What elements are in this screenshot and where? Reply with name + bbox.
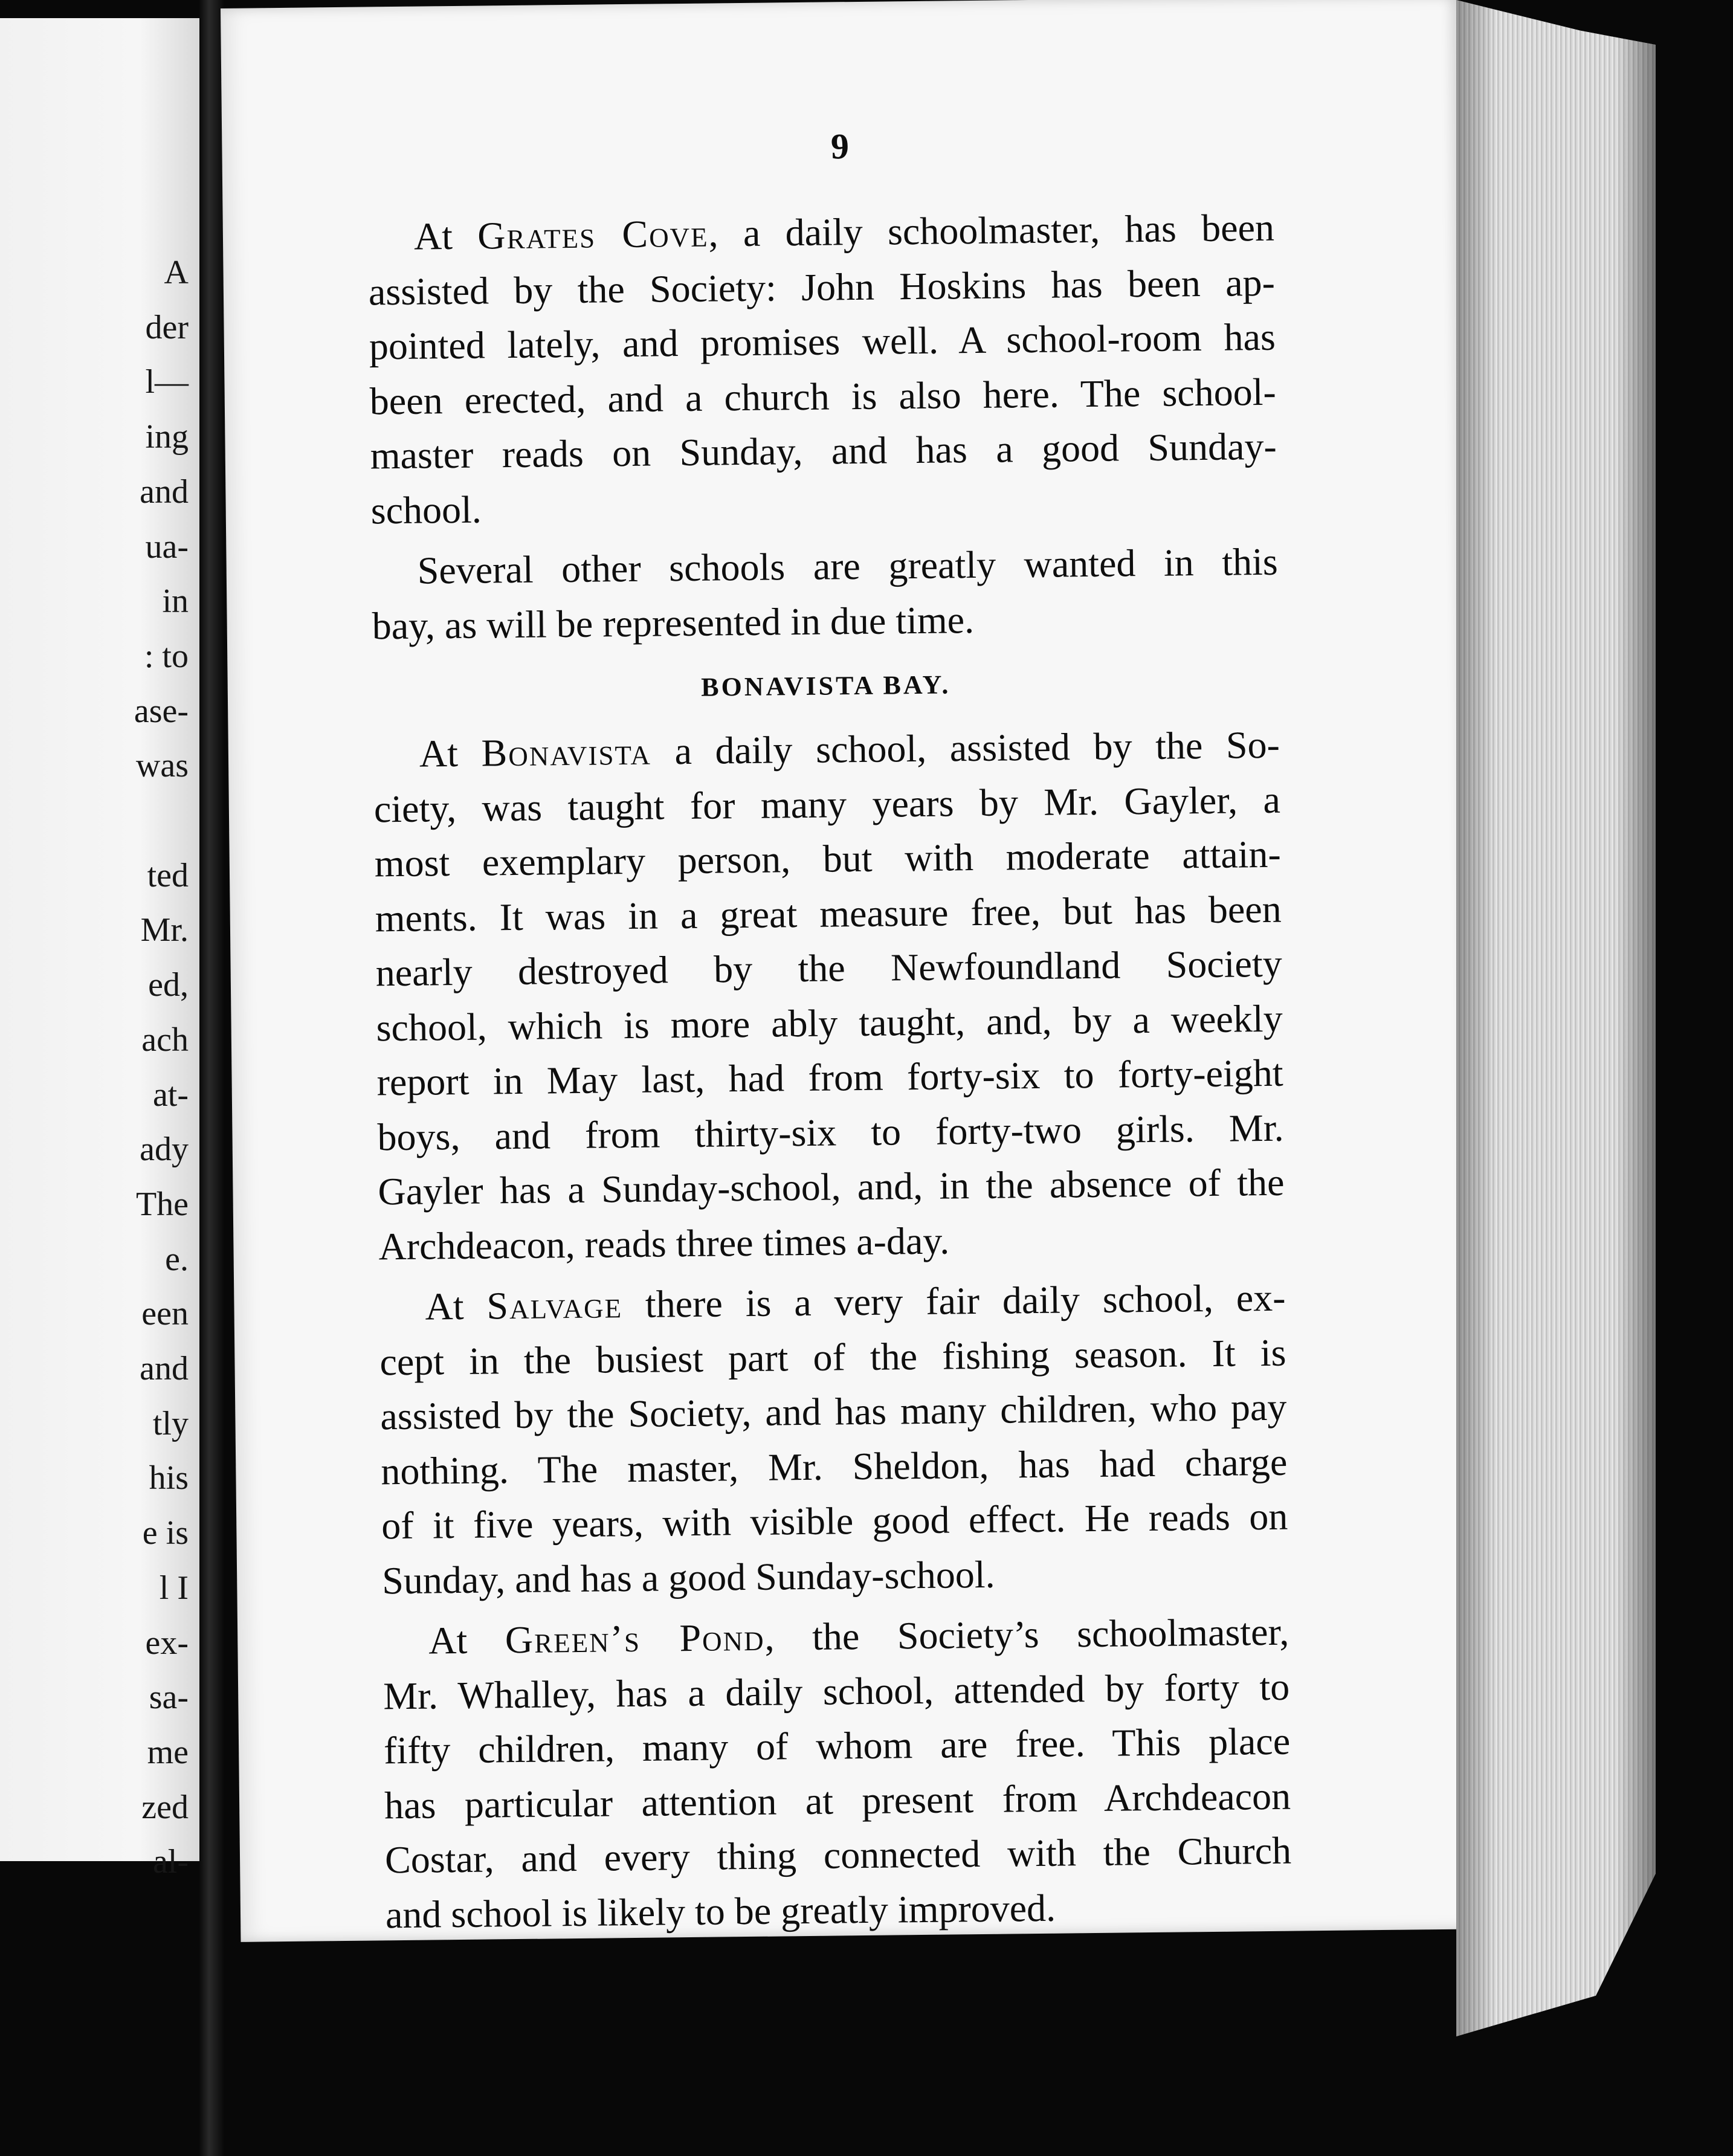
previous-page-fragment: his (149, 1459, 189, 1497)
text-line (384, 1769, 1291, 1833)
previous-page-fragment: al- (152, 1843, 189, 1881)
text-line (375, 882, 1282, 946)
text-line (376, 1046, 1283, 1110)
text-run: school, which is more ably taught, and, by a weekly (376, 996, 1283, 1049)
previous-page-fragment: der (145, 308, 189, 346)
text-run: , the Society’s schoolmaster, (764, 1610, 1289, 1659)
text-run: a daily school, assisted by the So- (651, 723, 1280, 773)
previous-page-fragment: at- (152, 1076, 189, 1114)
text-run: pointed lately, and promises well. A school-room has (369, 315, 1276, 368)
text-run: At (425, 1284, 487, 1328)
previous-page-fragment: ach (141, 1021, 189, 1059)
text-line (372, 589, 1279, 653)
text-run: Sunday, and has a good Sunday-school. (381, 1552, 995, 1602)
book-gutter (199, 0, 224, 2156)
previous-page-fragment: ua- (145, 528, 189, 566)
text-run: and school is likely to be greatly improved. (385, 1886, 1056, 1936)
previous-page-fragment: l— (145, 363, 189, 401)
previous-page-fragment: in (162, 583, 189, 621)
previous-page-fragment: The (135, 1185, 189, 1223)
text-run: there is a very fair daily school, ex- (622, 1276, 1286, 1326)
text-line (370, 419, 1277, 483)
text-run: ciety, was taught for many years by Mr. Gayler, a (373, 778, 1281, 830)
text-run: Costar, and every thing connected with the Church (384, 1828, 1292, 1882)
text-line (380, 1380, 1287, 1444)
previous-page-fragment: l I (159, 1569, 189, 1607)
place-name: Grates Cove (477, 211, 709, 257)
page-body-text (368, 201, 1292, 1943)
text-run: nothing. The master, Mr. Sheldon, has had charge (380, 1440, 1288, 1493)
previous-page-fragment: ady (140, 1131, 189, 1169)
text-line (368, 255, 1275, 319)
text-run: assisted by the Society, and has many children, who pay (380, 1385, 1287, 1438)
previous-page-fragment: and (140, 1350, 189, 1388)
text-run: cept in the busiest part of the fishing season. It is (379, 1331, 1286, 1383)
previous-page-fragment: ase- (134, 692, 189, 730)
text-run: master reads on Sunday, and has a good Sunday- (370, 424, 1277, 477)
previous-page-fragment (134, 793, 189, 848)
text-line (375, 937, 1282, 1001)
text-run: assisted by the Society: John Hoskins has been ap- (368, 260, 1276, 313)
text-line (368, 201, 1275, 265)
text-run: school. (370, 488, 482, 532)
text-line (376, 991, 1283, 1055)
text-line (382, 1605, 1289, 1669)
text-run: Several other schools are greatly wanted in this (417, 540, 1279, 592)
place-name: Salvage (486, 1283, 623, 1328)
page-number: 9 (830, 126, 850, 167)
text-line (378, 1155, 1285, 1219)
text-run: of it five years, with visible good effect. He reads on (381, 1494, 1288, 1548)
previous-page-fragment: een (141, 1295, 189, 1333)
section-heading: BONAVISTA BAY. (701, 670, 951, 702)
place-name: Bonavista (481, 729, 652, 775)
text-line (373, 772, 1280, 836)
previous-page-fragment: zed (141, 1788, 189, 1826)
previous-page-line-fragments (134, 245, 189, 1890)
text-line (383, 1659, 1290, 1723)
text-run: , a daily schoolmaster, has been (708, 205, 1275, 255)
text-run: At (419, 731, 482, 775)
text-run: has particular attention at present from Archdeacon (384, 1774, 1291, 1827)
previous-page-fragment: Mr. (140, 911, 189, 949)
previous-page-edge (0, 18, 199, 1881)
previous-page-fragment: me (147, 1733, 189, 1771)
text-run: nearly destroyed by the Newfoundland Society (375, 941, 1283, 995)
text-run: most exemplary person, but with moderate attain- (374, 832, 1282, 885)
text-line (379, 1271, 1286, 1335)
previous-page-fragment: tly (152, 1404, 189, 1442)
previous-page-fragment: ed, (148, 966, 189, 1004)
text-line (385, 1824, 1292, 1888)
text-run: report in May last, had from forty-six to forty-eight (376, 1051, 1283, 1104)
previous-page-fragment: ing (145, 418, 189, 456)
text-line (369, 364, 1276, 428)
text-run: ments. It was in a great measure free, but has been (375, 887, 1282, 940)
text-line (377, 1100, 1284, 1164)
previous-page-fragment: ex- (145, 1624, 189, 1662)
previous-page-fragment: : to (144, 637, 189, 675)
text-run: Mr. Whalley, has a daily school, attended by forty to (382, 1665, 1290, 1717)
previous-page-fragment: and (140, 473, 189, 511)
text-line (374, 827, 1281, 891)
text-run: At (413, 214, 478, 258)
text-line (369, 310, 1276, 374)
text-run: boys, and from thirty-six to forty-two girls. Mr. (377, 1106, 1284, 1158)
text-line (373, 718, 1280, 782)
text-line (382, 1544, 1289, 1608)
previous-page-fragment: e. (165, 1240, 189, 1278)
text-run: Gayler has a Sunday-school, and, in the absence of the (378, 1160, 1285, 1213)
text-line (370, 474, 1277, 538)
book-page (221, 0, 1476, 1942)
page-edges-shadow (1456, 0, 1656, 2036)
text-line (379, 1325, 1286, 1389)
text-run: bay, as will be represented in due time. (372, 598, 975, 647)
text-line (386, 1878, 1292, 1942)
previous-page-fragment: A (164, 254, 189, 291)
previous-page-fragment: sa- (149, 1679, 189, 1717)
place-name: Green’s Pond (505, 1615, 765, 1662)
text-line (381, 1435, 1288, 1499)
text-run: Archdeacon, reads three times a-day. (378, 1218, 950, 1268)
text-run: fifty children, many of whom are free. This place (383, 1719, 1291, 1772)
text-line (371, 535, 1278, 599)
text-line (378, 1210, 1285, 1274)
text-line (381, 1490, 1288, 1554)
previous-page-fragment: was (135, 747, 189, 785)
text-line (384, 1714, 1291, 1778)
text-run: At (428, 1618, 506, 1662)
previous-page-fragment: ted (147, 856, 189, 894)
previous-page-fragment: e is (142, 1514, 189, 1552)
text-run: been erected, and a church is also here. The school- (369, 370, 1277, 422)
